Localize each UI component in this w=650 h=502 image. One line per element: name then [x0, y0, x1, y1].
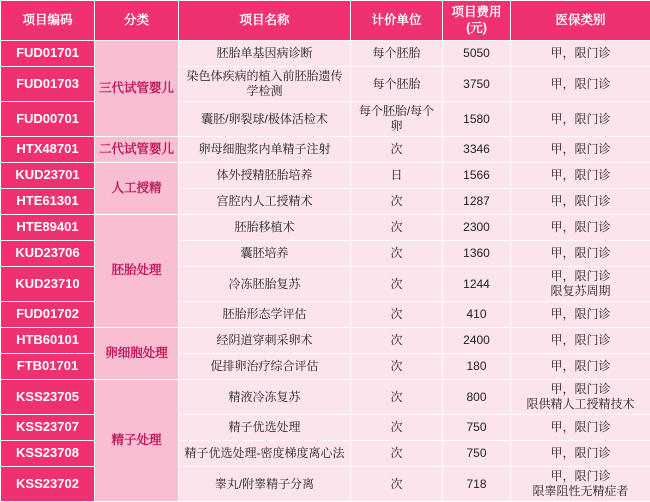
cell-code: HTB60101 — [1, 328, 95, 354]
cell-name: 胚胎移植术 — [179, 215, 351, 241]
cell-unit: 次 — [351, 137, 443, 163]
table-row — [1, 41, 650, 67]
insurance-line-2: 限睾阻性无精症者 — [514, 484, 647, 499]
cell-code: KUD23710 — [1, 267, 95, 302]
cell-name: 睾丸/附睾精子分离 — [179, 467, 351, 502]
table-body — [1, 41, 650, 502]
cell-insurance — [511, 137, 650, 163]
cell-unit: 次 — [351, 415, 443, 441]
insurance-line-1: 甲，限门诊 — [550, 194, 610, 208]
cell-name: 染色体疾病的植入前胚胎遗传学检测 — [179, 67, 351, 102]
cell-name: 冷冻胚胎复苏 — [179, 267, 351, 302]
insurance-line-1: 甲，限门诊 — [550, 307, 610, 321]
cell-fee: 2400 — [443, 328, 511, 354]
cell-fee: 2300 — [443, 215, 511, 241]
cell-category: 胚胎处理 — [95, 215, 179, 328]
cell-unit: 次 — [351, 189, 443, 215]
cell-unit: 次 — [351, 215, 443, 241]
cell-name: 体外授精胚胎培养 — [179, 163, 351, 189]
header-fee — [443, 1, 511, 41]
insurance-line-1: 甲，限门诊 — [550, 420, 610, 434]
insurance-line-1: 甲，限门诊 — [550, 382, 610, 396]
cell-fee: 5050 — [443, 41, 511, 67]
cell-fee: 1287 — [443, 189, 511, 215]
header-fee-line1: 项目费用 — [446, 5, 507, 21]
insurance-line-1: 甲，限门诊 — [550, 333, 610, 347]
cell-unit: 次 — [351, 302, 443, 328]
cell-fee: 800 — [443, 380, 511, 415]
cell-unit: 次 — [351, 441, 443, 467]
cell-unit: 每个胚胎 — [351, 41, 443, 67]
insurance-line-1: 甲，限门诊 — [550, 220, 610, 234]
insurance-line-2: 限复苏周期 — [514, 284, 647, 299]
cell-unit: 次 — [351, 267, 443, 302]
header-unit: 计价单位 — [351, 1, 443, 41]
cell-category: 人工授精 — [95, 163, 179, 215]
header-category: 分类 — [95, 1, 179, 41]
cell-category: 卵细胞处理 — [95, 328, 179, 380]
insurance-line-2: 限供精人工授精技术 — [514, 397, 647, 412]
cell-category: 三代试管婴儿 — [95, 41, 179, 137]
cell-code: KSS23702 — [1, 467, 95, 502]
table-row — [1, 163, 650, 189]
cell-code: FUD01701 — [1, 41, 95, 67]
insurance-line-1: 甲，限门诊 — [550, 446, 610, 460]
cell-unit: 次 — [351, 241, 443, 267]
insurance-line-1: 甲，限门诊 — [550, 246, 610, 260]
cell-fee: 3750 — [443, 67, 511, 102]
insurance-line-1: 甲，限门诊 — [550, 77, 610, 91]
cell-unit: 每个胚胎 — [351, 67, 443, 102]
insurance-line-1: 甲，限门诊 — [550, 168, 610, 182]
header-insurance: 医保类别 — [511, 1, 650, 41]
cell-unit: 每个胚胎/每个卵 — [351, 102, 443, 137]
cell-insurance — [511, 163, 650, 189]
cell-fee: 1244 — [443, 267, 511, 302]
cell-fee: 3346 — [443, 137, 511, 163]
cell-fee: 1566 — [443, 163, 511, 189]
table-row — [1, 215, 650, 241]
cell-name: 胚胎形态学评估 — [179, 302, 351, 328]
cell-code: FUD00701 — [1, 102, 95, 137]
cell-unit: 次 — [351, 328, 443, 354]
cell-insurance — [511, 380, 650, 415]
table-row — [1, 137, 650, 163]
cell-name: 精子优选处理 — [179, 415, 351, 441]
cell-name: 经阴道穿刺采卵术 — [179, 328, 351, 354]
cell-insurance — [511, 415, 650, 441]
cell-insurance — [511, 467, 650, 502]
header-row — [1, 1, 650, 41]
cell-code: FTB01701 — [1, 354, 95, 380]
cell-fee: 718 — [443, 467, 511, 502]
cell-code: HTE89401 — [1, 215, 95, 241]
cell-unit: 次 — [351, 354, 443, 380]
cell-fee: 1580 — [443, 102, 511, 137]
cell-name: 胚胎单基因病诊断 — [179, 41, 351, 67]
cell-unit: 次 — [351, 467, 443, 502]
cell-fee: 750 — [443, 415, 511, 441]
cell-name: 精子优选处理-密度梯度离心法 — [179, 441, 351, 467]
cell-code: KUD23706 — [1, 241, 95, 267]
table-row — [1, 328, 650, 354]
insurance-line-1: 甲，限门诊 — [550, 269, 610, 283]
cell-category: 精子处理 — [95, 380, 179, 502]
cell-name: 囊胚培养 — [179, 241, 351, 267]
cell-category: 二代试管婴儿 — [95, 137, 179, 163]
header-fee-line2: (元) — [446, 21, 507, 37]
insurance-line-1: 甲，限门诊 — [550, 112, 610, 126]
cell-name: 囊胚/卵裂球/极体活检术 — [179, 102, 351, 137]
cell-fee: 750 — [443, 441, 511, 467]
cell-code: HTE61301 — [1, 189, 95, 215]
cell-name: 卵母细胞浆内单精子注射 — [179, 137, 351, 163]
cell-code: KUD23701 — [1, 163, 95, 189]
cell-code: FUD01703 — [1, 67, 95, 102]
insurance-line-1: 甲，限门诊 — [550, 359, 610, 373]
cell-fee: 180 — [443, 354, 511, 380]
cell-code: KSS23707 — [1, 415, 95, 441]
cell-insurance — [511, 215, 650, 241]
cell-insurance — [511, 302, 650, 328]
insurance-line-1: 甲，限门诊 — [550, 142, 610, 156]
cell-fee: 1360 — [443, 241, 511, 267]
cell-code: FUD01702 — [1, 302, 95, 328]
cell-insurance — [511, 267, 650, 302]
cell-code: HTX48701 — [1, 137, 95, 163]
cell-insurance — [511, 328, 650, 354]
header-name: 项目名称 — [179, 1, 351, 41]
cell-insurance — [511, 354, 650, 380]
cell-name: 精液冷冻复苏 — [179, 380, 351, 415]
cell-insurance — [511, 189, 650, 215]
header-code: 项目编码 — [1, 1, 95, 41]
cell-code: KSS23705 — [1, 380, 95, 415]
insurance-line-1: 甲，限门诊 — [550, 46, 610, 60]
cell-insurance — [511, 41, 650, 67]
cell-fee: 410 — [443, 302, 511, 328]
cell-unit: 日 — [351, 163, 443, 189]
cell-unit: 次 — [351, 380, 443, 415]
table-header — [1, 1, 650, 41]
cell-insurance — [511, 241, 650, 267]
insurance-line-1: 甲，限门诊 — [550, 469, 610, 483]
cell-name: 促排卵治疗综合评估 — [179, 354, 351, 380]
cell-insurance — [511, 67, 650, 102]
cell-code: KSS23708 — [1, 441, 95, 467]
cell-insurance — [511, 102, 650, 137]
table-row — [1, 380, 650, 415]
cell-name: 宫腔内人工授精术 — [179, 189, 351, 215]
cell-insurance — [511, 441, 650, 467]
